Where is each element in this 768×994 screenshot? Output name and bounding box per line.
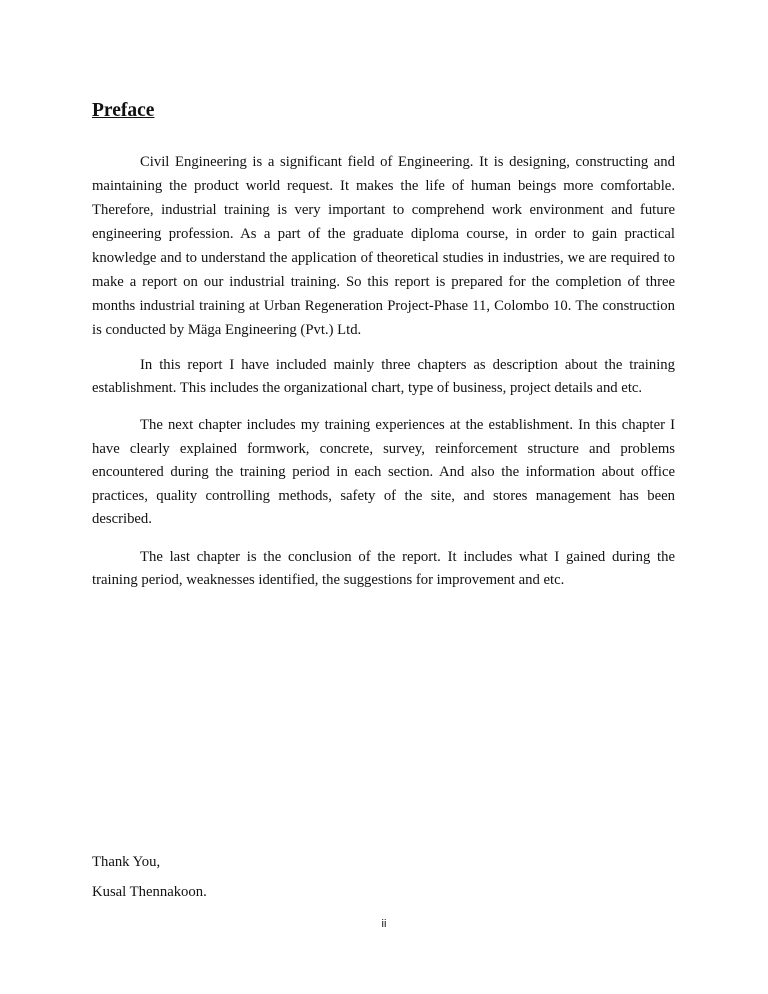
paragraph-chapter-two: The next chapter includes my training experiences at the establishment. In this chapter I have clearly explained formwork, concrete, survey, reinforcement structure and problems encountered during the training period in each section. And also the information about office practices, quality controlling methods, safety of the site, and stores management has been described. xyxy=(92,417,675,527)
page-number: ii xyxy=(381,918,387,930)
paragraph-introduction: Civil Engineering is a significant field of Engineering. It is designing, constructing and maintaining the product world request. It makes the life of human beings more comfortable. Therefore, industrial training is very important to comprehend work environment and future engineering profession. As a part of the graduate diploma course, in order to gain practical knowledge and to understand the application of theoretical studies in industries, we are required to make a report on our industrial training. So this report is prepared for the completion of three months industrial training at Urban Regeneration Project-Phase 11, Colombo 10. The construction is conducted by Mäga Engineering (Pvt.) Ltd. xyxy=(92,154,675,338)
paragraph-chapter-one: In this report I have included mainly three chapters as description about the training establishment. This includes the organizational chart, type of business, project details and etc. xyxy=(92,357,675,396)
document-body xyxy=(92,98,675,592)
author-signature: Kusal Thennakoon. xyxy=(92,884,207,900)
closing-text: Thank You, xyxy=(92,854,161,870)
paragraph-chapter-three: The last chapter is the conclusion of the report. It includes what I gained during the training period, weaknesses identified, the suggestions for improvement and etc. xyxy=(92,548,675,588)
closing-block xyxy=(92,852,675,912)
page-title: Preface xyxy=(92,100,155,121)
